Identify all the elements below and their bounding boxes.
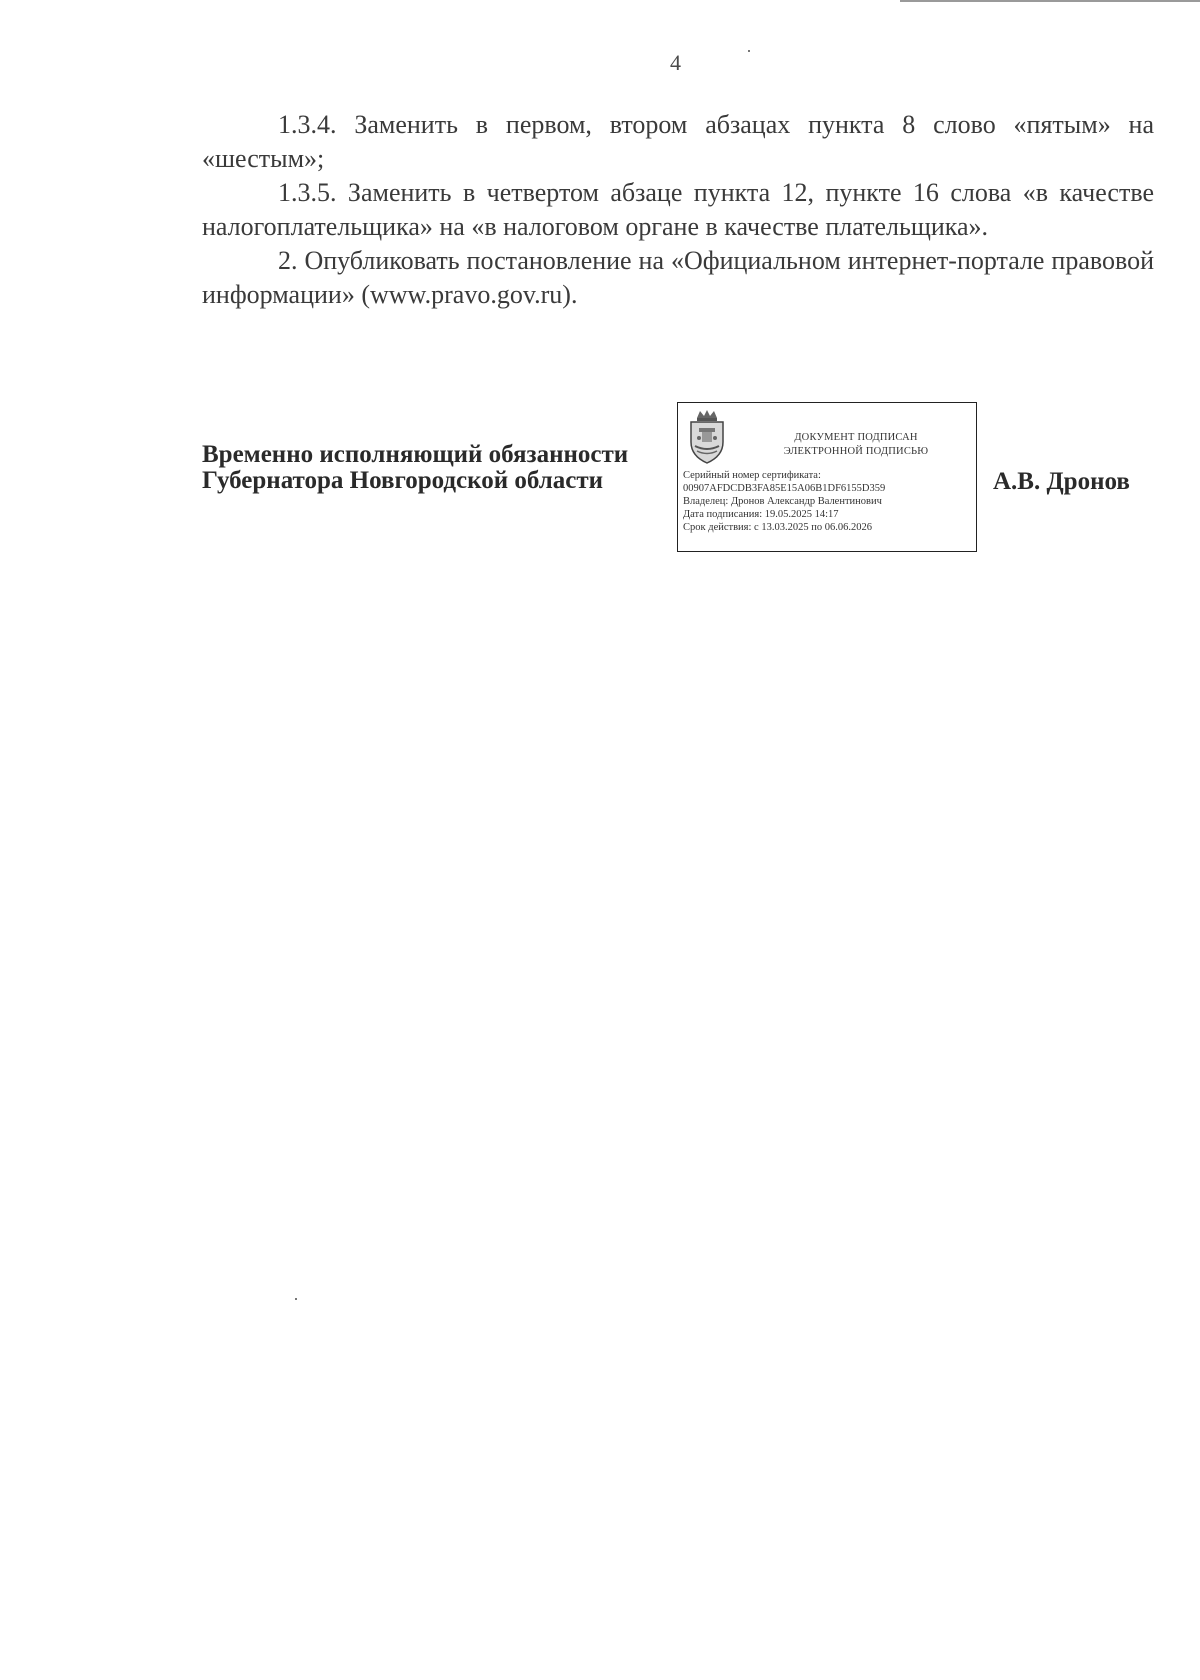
certificate-serial-label: Серийный номер сертификата: (683, 470, 821, 481)
electronic-signature-stamp (677, 402, 977, 552)
signatory-title-line-2: Губернатора Новгородской области (202, 467, 604, 494)
paragraph-1-3-5: 1.3.5. Заменить в четвертом абзаце пункта 12, пункте 16 слова «в качестве налогоплательщика» на «в налоговом органе в качестве плательщика». (202, 178, 1154, 241)
stamp-heading-line-1: ДОКУМЕНТ ПОДПИСАН (794, 432, 918, 443)
stamp-heading-line-2: ЭЛЕКТРОННОЙ ПОДПИСЬЮ (783, 446, 929, 457)
signatory-title-line-1: Временно исполняющий обязанности (202, 441, 629, 468)
certificate-serial-value: 00907AFDCDB3FA85E15A06B1DF6155D359 (683, 483, 886, 494)
certificate-owner: Владелец: Дронов Александр Валентинович (683, 496, 882, 507)
scan-edge-line (900, 0, 1200, 2)
scan-speck (748, 50, 750, 52)
stamp-details (683, 469, 975, 534)
paragraph-1-3-4: 1.3.4. Заменить в первом, втором абзацах пункта 8 слово «пятым» на «шестым»; (202, 110, 1154, 173)
page-number: 4 (670, 50, 681, 75)
coat-of-arms-icon (685, 408, 729, 466)
signatory-name: А.В. Дронов (993, 468, 1130, 495)
certificate-validity: Срок действия: с 13.03.2025 по 06.06.2026 (683, 522, 872, 533)
paragraph-2: 2. Опубликовать постановление на «Официальном интернет-портале правовой информации» (www.pravo.gov.ru). (202, 246, 1154, 309)
document-body (202, 108, 1154, 312)
signatory-title (202, 442, 628, 494)
stamp-heading (738, 431, 974, 459)
signing-date: Дата подписания: 19.05.2025 14:17 (683, 509, 839, 520)
scan-speck (295, 1298, 297, 1300)
